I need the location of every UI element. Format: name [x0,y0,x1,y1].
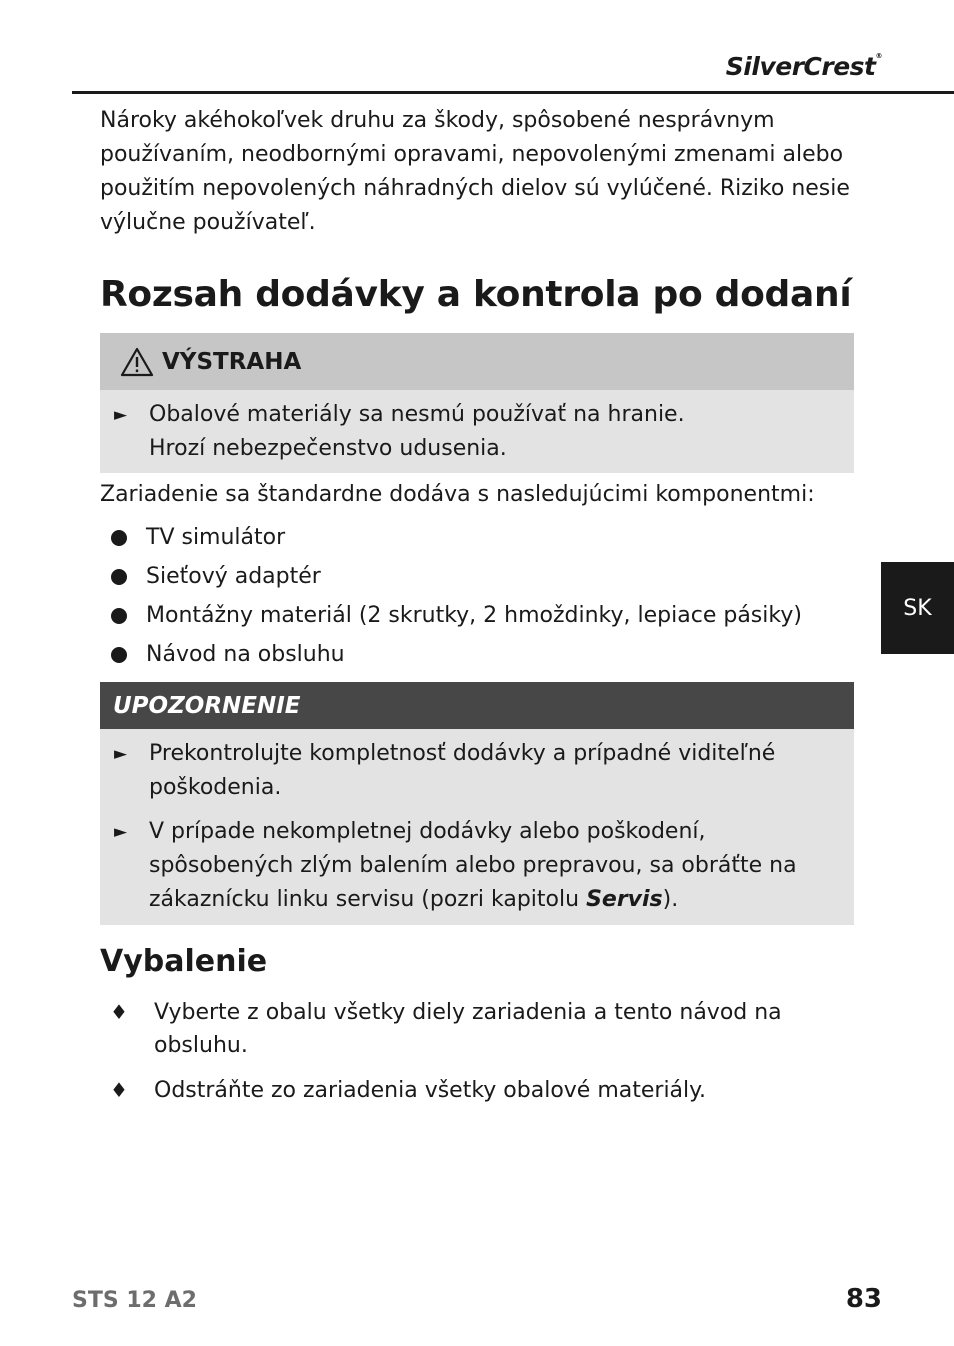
warning-triangle-icon [120,347,154,377]
footer-model: STS 12 A2 [72,1288,197,1313]
components-list [100,520,802,676]
warning-item-line2: Hrozí nebezpečenstvo udusenia. [149,436,507,461]
note-header [100,682,854,729]
note-item [100,815,854,917]
brand-logo-part1: Silver [725,52,804,81]
brand-logo-part2: Crest [803,52,876,81]
step-text: Vyberte z obalu všetky diely zariadenia a tento návod na obsluhu. [154,1000,782,1058]
note-item-text: Prekontrolujte kompletnosť dodávky a prípadné viditeľné poškodenia. [149,741,776,800]
subsection-title: Vybalenie [100,944,268,979]
warning-item-line1: Obalové materiály sa nesmú používať na hranie. [149,402,685,427]
arrow-bullet-icon: ► [114,744,128,764]
bullet-dot-icon [111,530,127,546]
header-rule [72,91,954,94]
language-tab-label: SK [903,595,932,621]
registered-mark: ® [875,52,882,60]
bullet-dot-icon [111,608,127,624]
warning-title: VÝSTRAHA [162,348,302,375]
service-reference: Servis [586,887,663,912]
bullet-dot-icon [111,647,127,663]
components-lead: Zariadenie sa štandardne dodáva s nasledujúcimi komponentmi: [100,482,815,507]
warning-item [100,398,854,466]
section-title: Rozsah dodávky a kontrola po dodaní [100,274,852,315]
step-text: Odstráňte zo zariadenia všetky obalové materiály. [154,1078,707,1103]
component-label: Montážny materiál (2 skrutky, 2 hmoždinky, lepiace pásiky) [146,603,802,628]
page-number: 83 [845,1284,882,1314]
note-item-text: V prípade nekompletnej dodávky alebo poškodení, spôsobených zlým balením alebo prepravou, sa obráťte na zákaznícku linku servisu (pozri kapitolu [149,819,797,912]
diamond-bullet-icon: ♦ [110,1000,128,1024]
warning-box [100,333,854,473]
note-box [100,682,854,925]
bullet-dot-icon [111,569,127,585]
list-item [100,559,802,598]
list-item [100,520,802,559]
list-item [100,598,802,637]
list-item [100,1074,860,1107]
diamond-bullet-icon: ♦ [110,1078,128,1102]
component-label: TV simulátor [146,525,286,550]
list-item [100,996,860,1062]
note-title: UPOZORNENIE [113,692,301,719]
component-label: Sieťový adaptér [146,564,321,589]
brand-logo [726,52,882,81]
language-tab [881,562,954,654]
arrow-bullet-icon: ► [114,405,128,425]
intro-paragraph: Nároky akéhokoľvek druhu za škody, spôsobené nesprávnym používaním, neodbornými opravami, nepovolenými zmenami alebo použitím nepovolených náhradných dielov sú vylúčené. Riziko nesie výlučne používateľ. [100,108,850,235]
warning-header [100,333,854,390]
note-item-text-end: ). [662,887,679,912]
note-item [100,737,854,805]
arrow-bullet-icon: ► [114,822,128,842]
component-label: Návod na obsluhu [146,642,345,667]
list-item [100,637,802,676]
unpacking-steps [100,996,860,1119]
